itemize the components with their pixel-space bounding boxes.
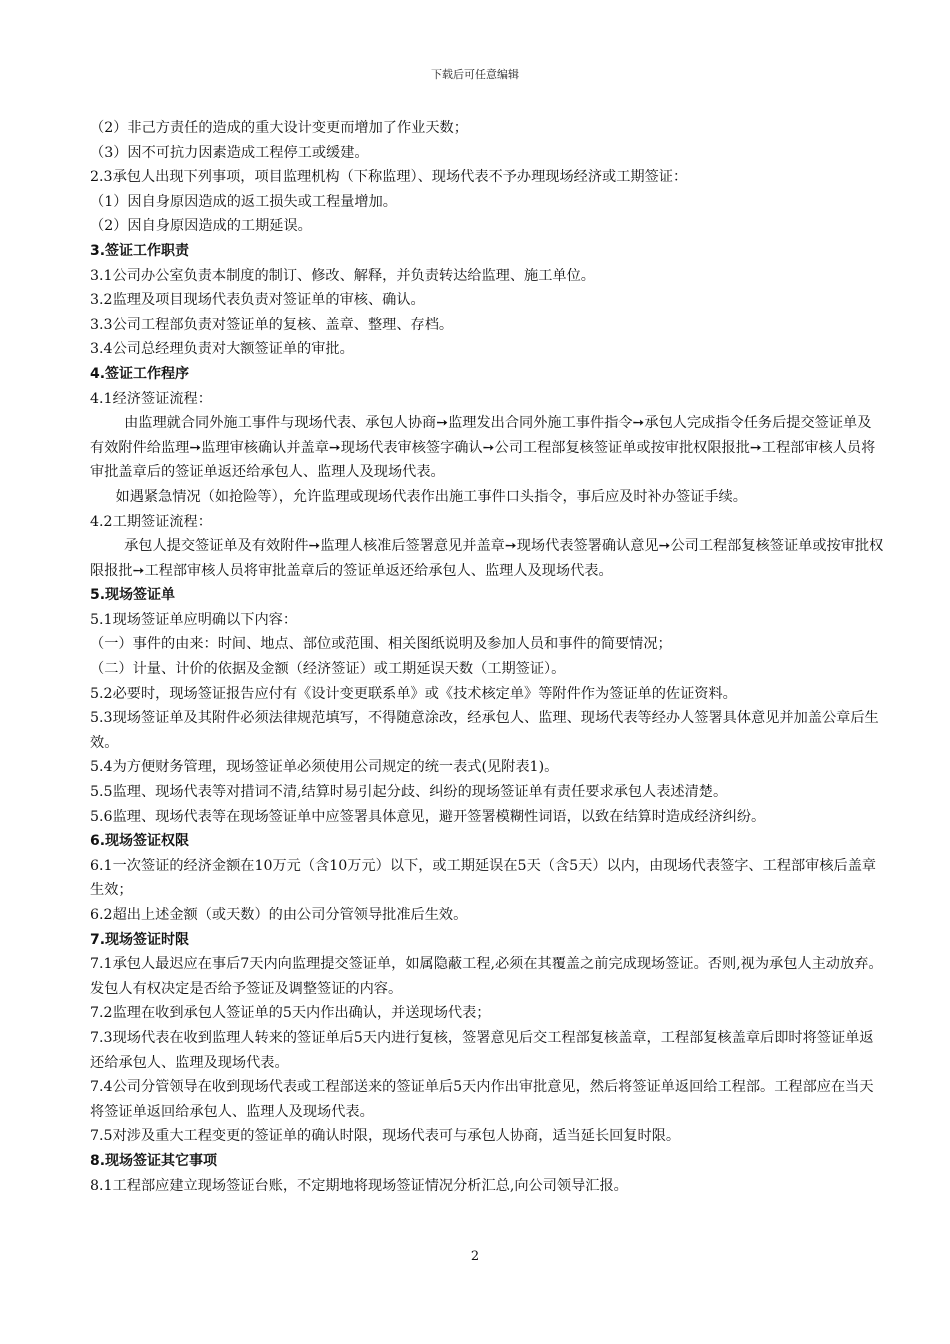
paragraph: 5.4为方便财务管理，现场签证单必须使用公司规定的统一表式(见附表1)。 <box>90 759 559 776</box>
paragraph: 5.3现场签证单及其附件必须法律规范填写，不得随意涂改，经承包人、监理、现场代表等经办人签署具体意见并加盖公章后生效。 <box>90 710 879 751</box>
page-header: 下载后可任意编辑 <box>431 68 519 81</box>
paragraph: （3）因不可抗力因素造成工程停工或缓建。 <box>90 144 369 161</box>
paragraph: 2.3承包人出现下列事项，项目监理机构（下称监理）、现场代表不予办理现场经济或工期签证： <box>90 169 688 186</box>
paragraph: 承包人提交签证单及有效附件➙监理人核准后签署意见并盖章➙现场代表签署确认意见➙公司工程部复核签证单或按审批权限报批➙工程部审核人员将审批盖章后的签证单返还给承包人、监理人及现场代表。 <box>90 538 884 579</box>
section-heading: 3.签证工作职责 <box>90 242 190 259</box>
paragraph: （二）计量、计价的依据及金额（经济签证）或工期延误天数（工期签证）。 <box>90 661 566 678</box>
paragraph: 7.2监理在收到承包人签证单的5天内作出确认，并送现场代表； <box>90 1005 491 1022</box>
paragraph: 5.5监理、现场代表等对措词不清,结算时易引起分歧、纠纷的现场签证单有责任要求承包人表述清楚。 <box>90 784 728 801</box>
paragraph: 5.2必要时，现场签证报告应付有《设计变更联系单》或《技术核定单》等附件作为签证单的佐证资料。 <box>90 685 737 702</box>
paragraph: 4.1经济签证流程： <box>90 390 212 407</box>
paragraph: 4.2工期签证流程： <box>90 513 212 530</box>
paragraph: 5.6监理、现场代表等在现场签证单中应签署具体意见，避开签署模糊性词语，以致在结算时造成经济纠纷。 <box>90 808 766 825</box>
section-heading: 5.现场签证单 <box>90 587 176 604</box>
paragraph: 7.3现场代表在收到监理人转来的签证单后5天内进行复核，签署意见后交工程部复核盖章，工程部复核盖章后即时将签证单返还给承包人、监理及现场代表。 <box>90 1029 874 1071</box>
paragraph: （2）因自身原因造成的工期延误。 <box>90 218 312 235</box>
paragraph: 5.1现场签证单应明确以下内容： <box>90 611 298 628</box>
paragraph: 8.1工程部应建立现场签证台账，不定期地将现场签证情况分析汇总,向公司领导汇报。 <box>90 1177 628 1194</box>
section-heading: 6.现场签证权限 <box>90 833 190 850</box>
paragraph: 由监理就合同外施工事件与现场代表、承包人协商➙监理发出合同外施工事件指令➙承包人完成指令任务后提交签证单及有效附件给监理➙监理审核确认并盖章➙现场代表审核签字确认➙公司工程部复核签证单或按审批权限报批➙工程部审核人员将审批盖章后的签证单返还给承包人、监理人及现场代表。 <box>90 415 876 481</box>
paragraph: 6.2超出上述金额（或天数）的由公司分管领导批准后生效。 <box>90 907 468 923</box>
section-heading: 7.现场签证时限 <box>90 931 190 948</box>
paragraph: 如遇紧急情况（如抢险等），允许监理或现场代表作出施工事件口头指令，事后应及时补办签证手续。 <box>115 488 747 505</box>
paragraph: （一）事件的由来：时间、地点、部位或范围、相关图纸说明及参加人员和事件的简要情况； <box>90 636 672 653</box>
document-body <box>90 116 885 1198</box>
paragraph: 7.1承包人最迟应在事后7天内向监理提交签证单，如属隐蔽工程,必须在其覆盖之前完成现场签证。否则,视为承包人主动放弃。发包人有权决定是否给予签证及调整签证的内容。 <box>90 956 883 997</box>
page-number: 2 <box>470 1249 480 1264</box>
paragraph: 3.3公司工程部负责对签证单的复核、盖章、整理、存档。 <box>90 316 454 333</box>
paragraph: 7.4公司分管领导在收到现场代表或工程部送来的签证单后5天内作出审批意见，然后将签证单返回给工程部。工程部应在当天将签证单返回给承包人、监理人及现场代表。 <box>90 1079 874 1120</box>
section-heading: 8.现场签证其它事项 <box>90 1152 218 1169</box>
section-heading: 4.签证工作程序 <box>90 365 190 382</box>
paragraph: （1）因自身原因造成的返工损失或工程量增加。 <box>90 193 397 210</box>
paragraph: 6.1一次签证的经济金额在10万元（含10万元）以下，或工期延误在5天（含5天）以内，由现场代表签字、工程部审核后盖章生效； <box>90 857 877 899</box>
paragraph: 3.2监理及项目现场代表负责对签证单的审核、确认。 <box>90 292 425 309</box>
paragraph: （2）非己方责任的造成的重大设计变更而增加了作业天数； <box>90 120 468 136</box>
paragraph: 7.5对涉及重大工程变更的签证单的确认时限，现场代表可与承包人协商，适当延长回复时限。 <box>90 1128 681 1145</box>
paragraph: 3.1公司办公室负责本制度的制订、修改、解释，并负责转达给监理、施工单位。 <box>90 267 595 284</box>
paragraph: 3.4公司总经理负责对大额签证单的审批。 <box>90 341 354 358</box>
